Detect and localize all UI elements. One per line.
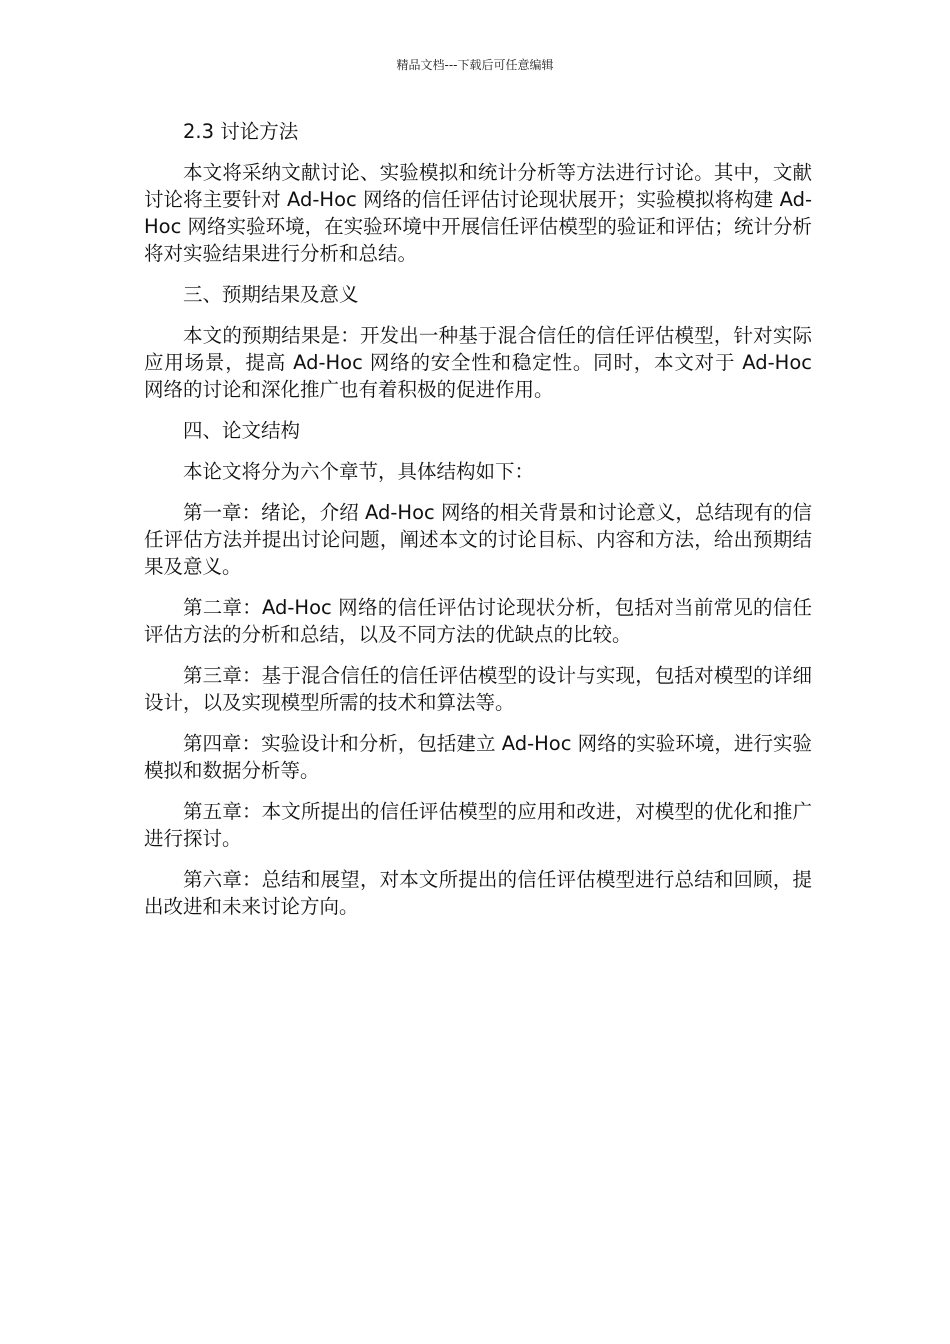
paragraph-methods: 本文将采纳文献讨论、实验模拟和统计分析等方法进行讨论。其中，文献讨论将主要针对 Ad-Hoc 网络的信任评估讨论现状展开；实验模拟将构建 Ad-Hoc 网络实验环境，在实验环境中开展信任评估模型的验证和评估；统计分析将对实验结果进行分析和总结。	[144, 161, 812, 265]
paragraph-chapter-2: 第二章：Ad-Hoc 网络的信任评估讨论现状分析，包括对当前常见的信任评估方法的分析和总结，以及不同方法的优缺点的比较。	[144, 596, 812, 646]
document-body	[144, 118, 812, 934]
paragraph-structure-intro: 本论文将分为六个章节，具体结构如下：	[183, 460, 535, 483]
paragraph-chapter-4: 第四章：实验设计和分析，包括建立 Ad-Hoc 网络的实验环境，进行实验模拟和数据分析等。	[144, 732, 812, 782]
paragraph-chapter-6: 第六章：总结和展望，对本文所提出的信任评估模型进行总结和回顾，提出改进和未来讨论方向。	[144, 868, 812, 918]
paragraph-expected-results: 本文的预期结果是：开发出一种基于混合信任的信任评估模型，针对实际应用场景，提高 Ad-Hoc 网络的安全性和稳定性。同时，本文对于 Ad-Hoc 网络的讨论和深化推广也有着积极的促进作用。	[144, 324, 812, 401]
page-header: 精品文档---下载后可任意编辑	[396, 58, 554, 72]
paragraph-chapter-1: 第一章：绪论，介绍 Ad-Hoc 网络的相关背景和讨论意义，总结现有的信任评估方法并提出讨论问题，阐述本文的讨论目标、内容和方法，给出预期结果及意义。	[144, 501, 812, 578]
paragraph-chapter-3: 第三章：基于混合信任的信任评估模型的设计与实现，包括对模型的详细设计，以及实现模型所需的技术和算法等。	[144, 664, 812, 714]
paragraph-chapter-5: 第五章：本文所提出的信任评估模型的应用和改进，对模型的优化和推广进行探讨。	[144, 800, 812, 850]
section-heading-thesis-structure: 四、论文结构	[183, 419, 301, 442]
section-heading-expected-results: 三、预期结果及意义	[183, 283, 359, 306]
section-heading-2-3: 2.3 讨论方法	[183, 120, 299, 143]
